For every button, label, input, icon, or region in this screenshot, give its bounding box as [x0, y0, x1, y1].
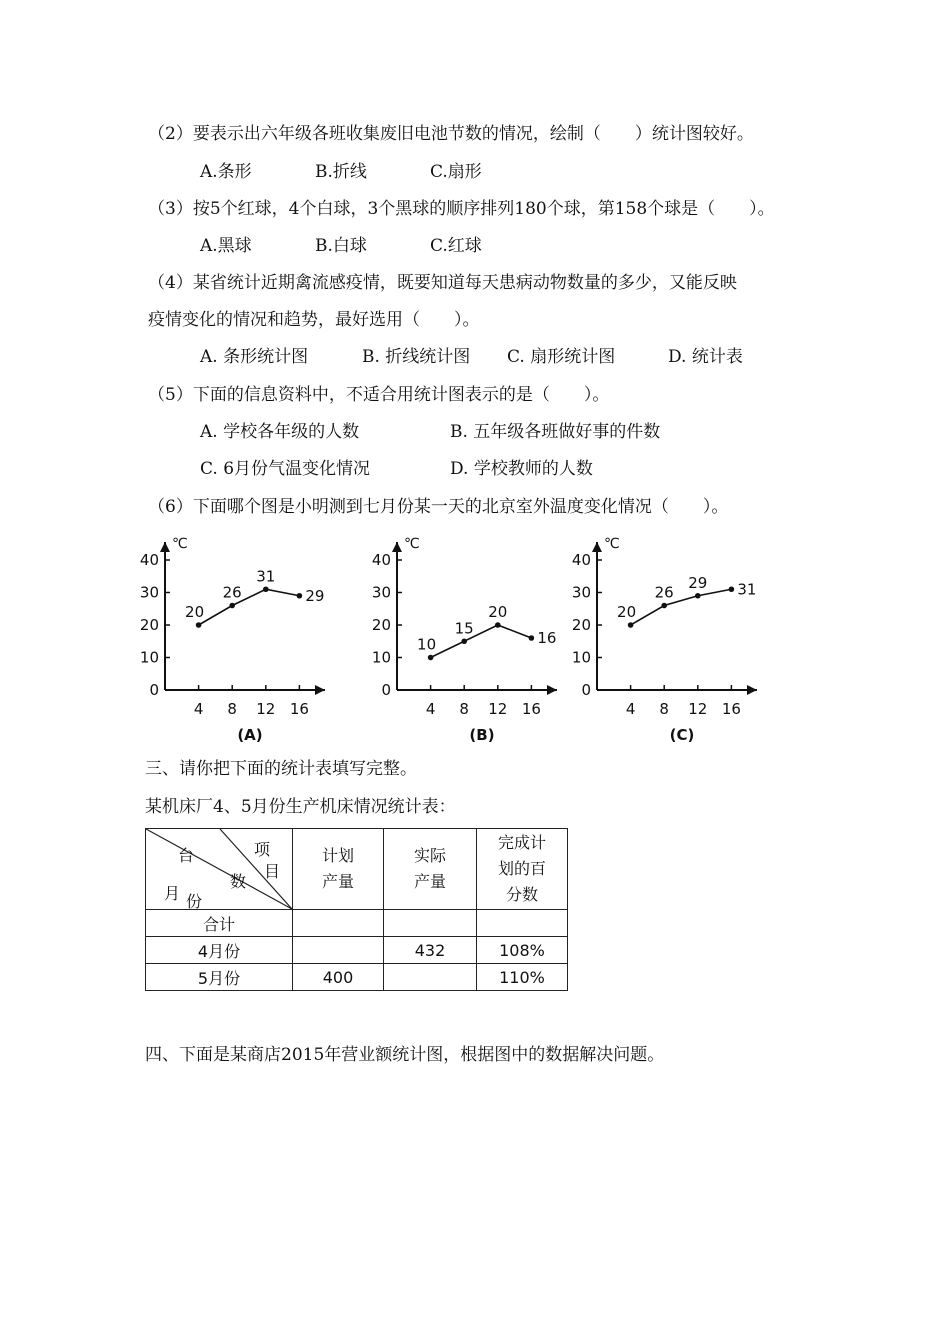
question-5-text: （5）下面的信息资料中，不适合用统计图表示的是（ ）。 — [148, 385, 610, 405]
table-row — [146, 937, 568, 964]
corner-label-fen: 份 — [186, 892, 203, 911]
data-label: 26 — [654, 583, 674, 602]
corner-label-yue: 月 — [164, 884, 181, 903]
y-tick-label: 30 — [139, 583, 159, 602]
y-axis-arrow — [160, 542, 170, 552]
question-6-text: （6）下面哪个图是小明测到七月份某一天的北京室外温度变化情况（ ）。 — [148, 497, 729, 517]
data-label: 31 — [256, 567, 276, 586]
y-axis-arrow — [592, 542, 602, 552]
question-4-text-line1: （4）某省统计近期禽流感疫情，既要知道每天患病动物数量的多少，又能反映 — [148, 273, 737, 293]
y-tick-label: 40 — [139, 551, 159, 569]
question-4-text-line2: 疫情变化的情况和趋势，最好选用（ ）。 — [148, 310, 480, 330]
question-2-text: （2）要表示出六年级各班收集废旧电池节数的情况，绘制（ ）统计图较好。 — [148, 124, 754, 144]
q3-option-b: B.白球 — [315, 236, 367, 256]
cell: 432 — [384, 937, 477, 964]
series-line — [431, 625, 532, 658]
q2-option-c: C.扇形 — [430, 162, 482, 182]
x-tick-label: 8 — [659, 700, 669, 718]
corner-label-shu: 数 — [230, 872, 247, 891]
y-tick-label: 30 — [571, 583, 591, 602]
data-label: 16 — [537, 629, 557, 647]
x-tick-label: 8 — [227, 700, 237, 718]
q4-option-b: B. 折线统计图 — [362, 347, 471, 367]
chart-b — [372, 530, 587, 745]
x-tick-label: 16 — [289, 700, 309, 718]
y-tick-label: 20 — [371, 616, 391, 634]
q4-option-a: A. 条形统计图 — [200, 347, 309, 367]
x-tick-label: 8 — [459, 700, 469, 718]
data-point — [263, 586, 269, 592]
data-point — [461, 638, 467, 644]
data-point — [428, 655, 434, 661]
x-tick-label: 16 — [521, 700, 541, 718]
q5-option-a: A. 学校各年级的人数 — [200, 422, 360, 442]
unit-label: ℃ — [404, 536, 420, 552]
x-tick-label: 12 — [256, 700, 276, 718]
y-tick-label: 0 — [581, 681, 591, 699]
x-axis-arrow — [747, 685, 757, 695]
chart-c-svg — [572, 530, 787, 745]
data-label: 29 — [688, 573, 708, 592]
row-label: 4月份 — [146, 937, 293, 964]
chart-caption: (B) — [469, 726, 495, 744]
q5-option-b: B. 五年级各班做好事的件数 — [450, 422, 661, 442]
data-point — [628, 622, 634, 628]
y-tick-label: 10 — [371, 648, 391, 667]
x-tick-label: 4 — [193, 700, 204, 718]
x-tick-label: 12 — [488, 700, 508, 718]
x-tick-label: 4 — [625, 700, 636, 718]
q2-option-b: B.折线 — [315, 162, 367, 182]
y-tick-label: 30 — [371, 583, 391, 602]
q4-option-c: C. 扇形统计图 — [507, 347, 616, 367]
chart-caption: (A) — [237, 726, 263, 744]
chart-a — [140, 530, 355, 745]
data-label: 29 — [305, 586, 325, 605]
header-planned: 计划 产量 — [293, 829, 384, 910]
y-tick-label: 40 — [571, 551, 591, 569]
q3-option-c: C.红球 — [430, 236, 482, 256]
production-table — [145, 828, 568, 991]
data-point — [529, 635, 535, 641]
series-line — [631, 589, 732, 625]
data-label: 20 — [617, 603, 637, 621]
corner-header-cell — [146, 829, 293, 910]
cell — [293, 937, 384, 964]
cell: 400 — [293, 964, 384, 991]
y-tick-label: 10 — [139, 648, 159, 667]
data-point — [695, 593, 701, 599]
q2-option-a: A.条形 — [200, 162, 252, 182]
data-label: 10 — [417, 635, 437, 654]
x-tick-label: 16 — [721, 700, 741, 718]
x-tick-label: 12 — [688, 700, 708, 718]
q3-option-a: A.黑球 — [200, 236, 252, 256]
data-point — [495, 622, 501, 628]
cell — [384, 964, 477, 991]
q5-option-d: D. 学校教师的人数 — [450, 459, 593, 479]
data-label: 20 — [488, 603, 508, 621]
cell — [293, 910, 384, 937]
row-label: 合计 — [146, 910, 293, 937]
unit-label: ℃ — [172, 536, 188, 552]
data-point — [729, 586, 735, 592]
y-axis-arrow — [392, 542, 402, 552]
table-row — [146, 910, 568, 937]
data-label: 20 — [185, 603, 205, 621]
chart-c — [572, 530, 787, 745]
corner-label-xiang: 项 — [254, 840, 271, 859]
question-3-text: （3）按5个红球，4个白球，3个黑球的顺序排列180个球，第158个球是（ ）。 — [148, 199, 775, 219]
chart-b-svg — [372, 530, 587, 745]
data-label: 15 — [454, 619, 474, 638]
data-point — [661, 603, 667, 609]
data-point — [297, 593, 303, 599]
data-point — [196, 622, 202, 628]
section-3-title: 三、请你把下面的统计表填写完整。 — [145, 759, 417, 779]
x-axis-arrow — [315, 685, 325, 695]
chart-a-svg — [140, 530, 355, 745]
y-tick-label: 0 — [149, 681, 159, 699]
data-point — [229, 603, 235, 609]
y-tick-label: 20 — [139, 616, 159, 634]
y-tick-label: 0 — [381, 681, 391, 699]
cell: 110% — [477, 964, 568, 991]
section-4-title: 四、下面是某商店2015年营业额统计图，根据图中的数据解决问题。 — [145, 1045, 665, 1065]
row-label: 5月份 — [146, 964, 293, 991]
x-tick-label: 4 — [425, 700, 436, 718]
data-label: 26 — [222, 583, 242, 602]
x-axis-arrow — [547, 685, 557, 695]
series-line — [199, 589, 300, 625]
corner-label-mu: 目 — [264, 862, 281, 881]
unit-label: ℃ — [604, 536, 620, 552]
y-tick-label: 10 — [571, 648, 591, 667]
table-caption: 某机床厂4、5月份生产机床情况统计表： — [145, 797, 456, 817]
corner-label-tai: 台 — [178, 846, 195, 865]
q5-option-c: C. 6月份气温变化情况 — [200, 459, 371, 479]
cell: 108% — [477, 937, 568, 964]
cell — [477, 910, 568, 937]
y-tick-label: 40 — [371, 551, 391, 569]
header-actual: 实际 产量 — [384, 829, 477, 910]
chart-caption: (C) — [669, 726, 695, 744]
y-tick-label: 20 — [571, 616, 591, 634]
q4-option-d: D. 统计表 — [668, 347, 743, 367]
data-label: 31 — [737, 580, 757, 599]
header-percent: 完成计 划的百 分数 — [477, 829, 568, 910]
cell — [384, 910, 477, 937]
table-row — [146, 964, 568, 991]
